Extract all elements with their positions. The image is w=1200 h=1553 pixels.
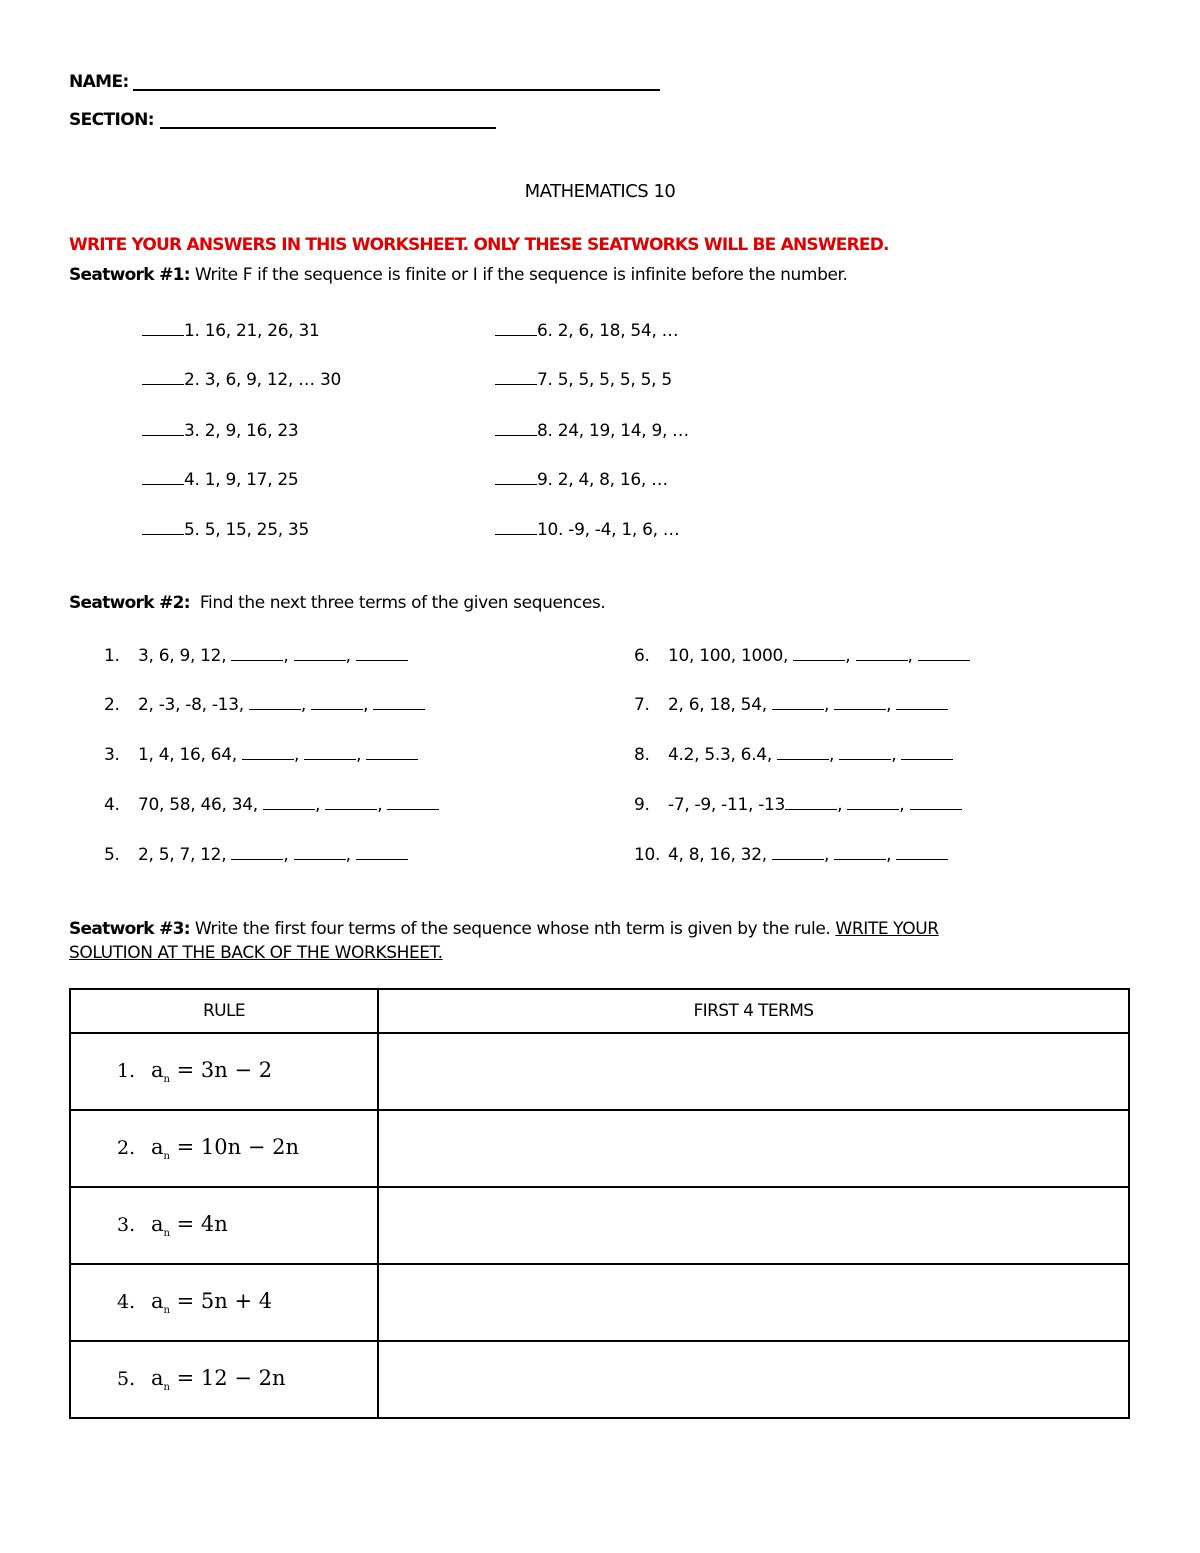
seatwork1-text: Write F if the sequence is finite or I if the sequence is infinite before the number. — [194, 265, 848, 285]
terms-answer-cell[interactable] — [378, 1033, 1129, 1110]
answer-blank[interactable] — [142, 321, 184, 336]
seatwork3-heading — [69, 919, 939, 939]
sw2-item: 1. 3, 6, 9, 12, , , — [104, 646, 408, 666]
page-title: MATHEMATICS 10 — [524, 181, 676, 202]
rule-cell: 4. $a_n = 5n + 4$ — [70, 1264, 378, 1341]
section-field[interactable] — [160, 127, 496, 129]
answer-blank[interactable] — [294, 646, 346, 661]
answer-blank[interactable] — [242, 745, 294, 760]
sw2-item: 10. 4, 8, 16, 32, , , — [634, 845, 948, 865]
sw1-item: 7. 5, 5, 5, 5, 5, 5 — [495, 370, 672, 390]
answer-blank[interactable] — [263, 795, 315, 810]
answer-blank[interactable] — [495, 370, 537, 385]
sw1-item: 10. -9, -4, 1, 6, … — [495, 520, 680, 540]
sw1-item: 8. 24, 19, 14, 9, … — [495, 421, 689, 441]
sw2-item: 5. 2, 5, 7, 12, , , — [104, 845, 408, 865]
rule-cell: 5. $a_n = 12 - 2n$ — [70, 1341, 378, 1418]
answer-blank[interactable] — [366, 745, 418, 760]
sw2-item: 3. 1, 4, 16, 64, , , — [104, 745, 418, 765]
answer-blank[interactable] — [142, 421, 184, 436]
terms-answer-cell[interactable] — [378, 1341, 1129, 1418]
sw2-item: 2. 2, -3, -8, -13, , , — [104, 695, 425, 715]
seatwork2-text: Find the next three terms of the given sequences. — [199, 593, 606, 613]
sw1-item: 9. 2, 4, 8, 16, … — [495, 470, 668, 490]
answer-blank[interactable] — [356, 646, 408, 661]
terms-answer-cell[interactable] — [378, 1110, 1129, 1187]
rule-column-header: RULE — [70, 989, 378, 1033]
answer-blank[interactable] — [772, 845, 824, 860]
table-row — [70, 1264, 1129, 1341]
answer-blank[interactable] — [304, 745, 356, 760]
answer-blank[interactable] — [785, 795, 837, 810]
answer-blank[interactable] — [918, 646, 970, 661]
answer-blank[interactable] — [910, 795, 962, 810]
answer-blank[interactable] — [495, 520, 537, 535]
answer-blank[interactable] — [142, 370, 184, 385]
answer-blank[interactable] — [495, 321, 537, 336]
table-row — [70, 1110, 1129, 1187]
answer-blank[interactable] — [495, 470, 537, 485]
sw2-item: 6. 10, 100, 1000, , , — [634, 646, 970, 666]
section-label: SECTION: — [69, 110, 154, 130]
answer-blank[interactable] — [142, 470, 184, 485]
answer-blank[interactable] — [387, 795, 439, 810]
sw2-item: 9. -7, -9, -11, -13 , , — [634, 795, 962, 815]
seatwork3-note-line2: SOLUTION AT THE BACK OF THE WORKSHEET. — [69, 943, 443, 963]
answer-blank[interactable] — [142, 520, 184, 535]
answer-blank[interactable] — [777, 745, 829, 760]
sw1-item: 5. 5, 15, 25, 35 — [142, 520, 309, 540]
seatwork2-heading — [69, 593, 605, 613]
answer-blank[interactable] — [901, 745, 953, 760]
answer-blank[interactable] — [834, 845, 886, 860]
sw2-item: 7. 2, 6, 18, 54, , , — [634, 695, 948, 715]
rules-table — [69, 988, 1130, 1419]
answer-blank[interactable] — [772, 695, 824, 710]
table-row — [70, 1187, 1129, 1264]
answer-blank[interactable] — [311, 695, 363, 710]
sw1-item: 1. 16, 21, 26, 31 — [142, 321, 319, 341]
terms-answer-cell[interactable] — [378, 1264, 1129, 1341]
seatwork3-label: Seatwork #3: — [69, 919, 190, 939]
answer-blank[interactable] — [231, 845, 283, 860]
rule-cell: 3. $a_n = 4n$ — [70, 1187, 378, 1264]
answer-blank[interactable] — [896, 845, 948, 860]
sw1-item: 2. 3, 6, 9, 12, … 30 — [142, 370, 341, 390]
table-row — [70, 1341, 1129, 1418]
answer-blank[interactable] — [231, 646, 283, 661]
seatwork1-label: Seatwork #1: — [69, 265, 190, 285]
answer-blank[interactable] — [356, 845, 408, 860]
sw1-item: 6. 2, 6, 18, 54, … — [495, 321, 678, 341]
terms-answer-cell[interactable] — [378, 1187, 1129, 1264]
name-field[interactable] — [133, 89, 660, 91]
name-label: NAME: — [69, 72, 129, 92]
answer-blank[interactable] — [294, 845, 346, 860]
answer-blank[interactable] — [325, 795, 377, 810]
answer-blank[interactable] — [373, 695, 425, 710]
answer-blank[interactable] — [839, 745, 891, 760]
sw1-item: 3. 2, 9, 16, 23 — [142, 421, 298, 441]
answer-blank[interactable] — [896, 695, 948, 710]
sw1-item: 4. 1, 9, 17, 25 — [142, 470, 298, 490]
seatwork3-note: WRITE YOUR — [835, 919, 939, 939]
answer-blank[interactable] — [793, 646, 845, 661]
terms-column-header: FIRST 4 TERMS — [378, 989, 1129, 1033]
table-row — [70, 1033, 1129, 1110]
answer-blank[interactable] — [856, 646, 908, 661]
answer-blank[interactable] — [834, 695, 886, 710]
sw2-item: 8. 4.2, 5.3, 6.4, , , — [634, 745, 953, 765]
answer-blank[interactable] — [847, 795, 899, 810]
rule-cell: 1. $a_n = 3n - 2$ — [70, 1033, 378, 1110]
instruction-text: WRITE YOUR ANSWERS IN THIS WORKSHEET. ONLY THESE SEATWORKS WILL BE ANSWERED. — [69, 235, 889, 255]
answer-blank[interactable] — [495, 421, 537, 436]
table-header-row — [70, 989, 1129, 1033]
seatwork3-text: Write the first four terms of the sequence whose nth term is given by the rule. — [194, 919, 831, 939]
answer-blank[interactable] — [249, 695, 301, 710]
seatwork1-heading — [69, 265, 848, 285]
rule-cell: 2. $a_n = 10n - 2n$ — [70, 1110, 378, 1187]
sw2-item: 4. 70, 58, 46, 34, , , — [104, 795, 439, 815]
seatwork2-label: Seatwork #2: — [69, 593, 190, 613]
